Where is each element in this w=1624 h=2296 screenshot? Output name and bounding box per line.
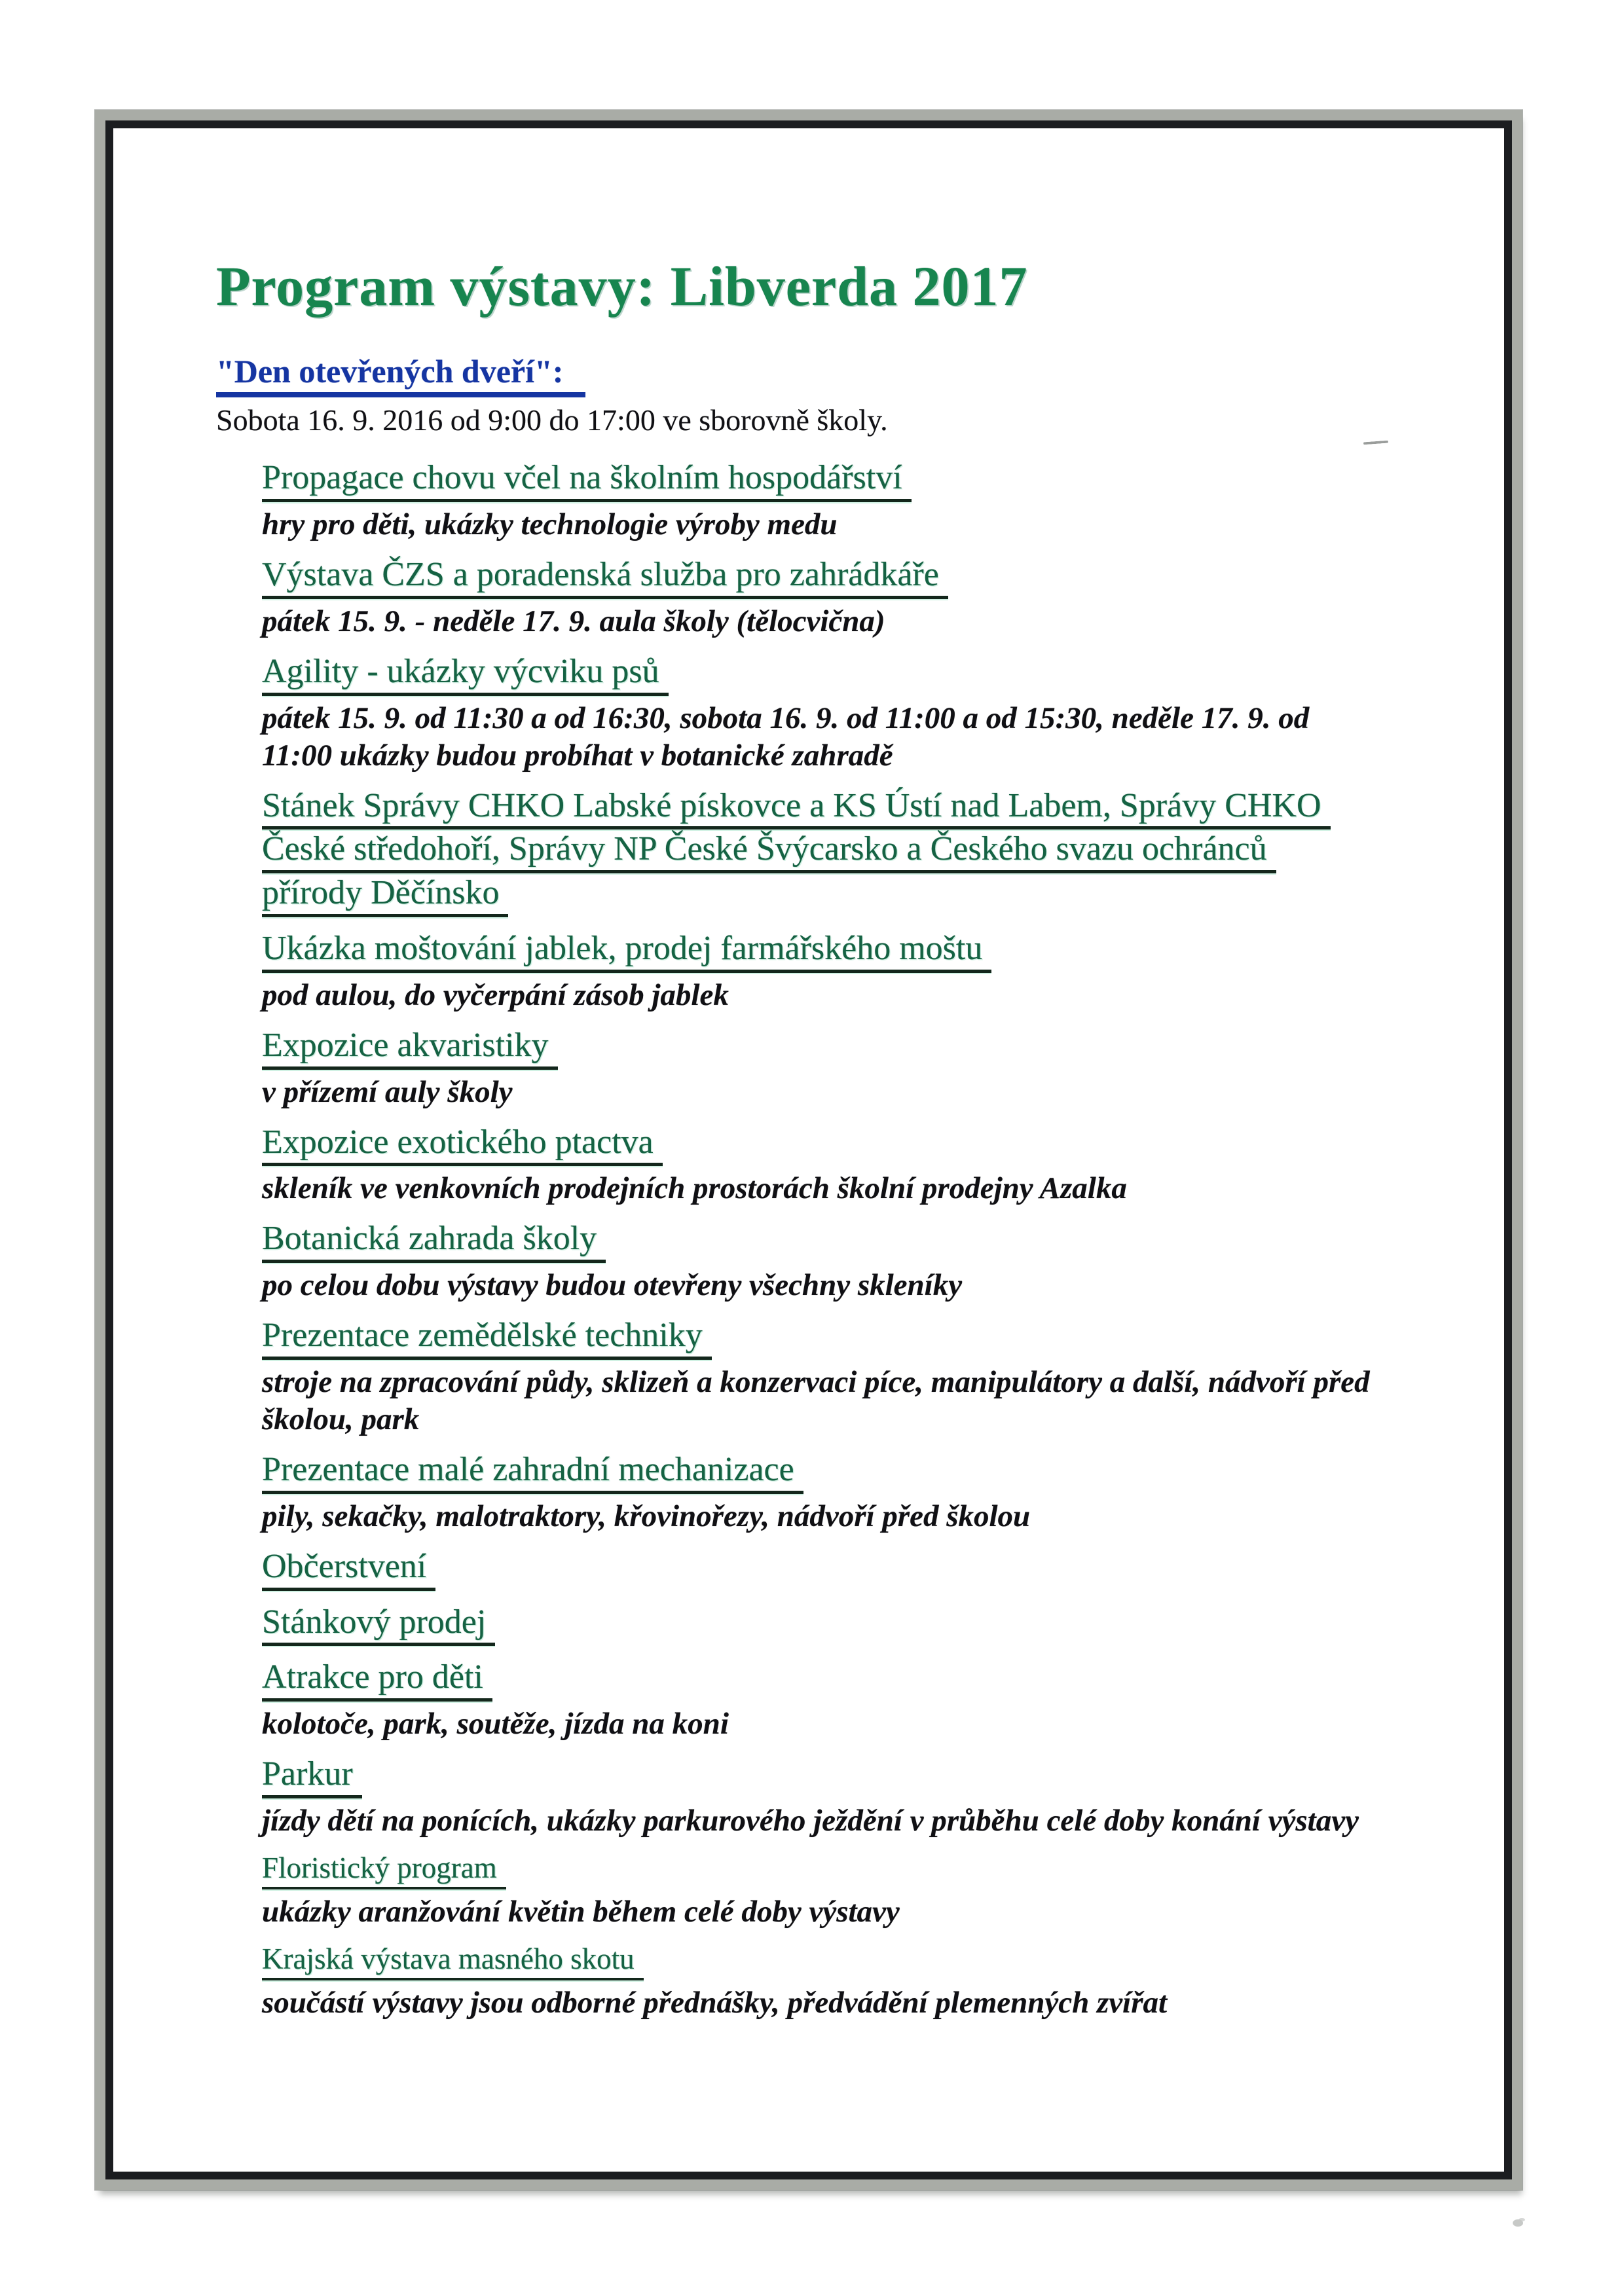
program-item: [262, 1942, 1388, 2022]
program-item: [262, 786, 1388, 917]
program-item-title-text: Prezentace malé zahradní mechanizace: [262, 1450, 803, 1494]
program-item: [262, 1658, 1388, 1743]
program-item-title-text: Propagace chovu včel na školním hospodářství: [262, 458, 912, 502]
program-item-title-text: Stánkový prodej: [262, 1603, 495, 1647]
program-item-title-line: [262, 1851, 1388, 1889]
program-item: [262, 555, 1388, 640]
program-item-title: [262, 1755, 1388, 1798]
program-item-title-line: [262, 458, 1388, 502]
program-item-title-line: [262, 1026, 1388, 1070]
program-item-title-text: přírody Děčínsko: [262, 873, 508, 917]
program-item-title: [262, 1603, 1388, 1647]
program-item-title-text: Expozice exotického ptactva: [262, 1123, 663, 1167]
program-item-description-line: skleník ve venkovních prodejních prostorách školní prodejny Azalka: [262, 1171, 1127, 1206]
program-item-description-line: pod aulou, do vyčerpání zásob jablek: [262, 977, 729, 1012]
program-list: [262, 458, 1388, 2021]
program-item-title-text: Agility - ukázky výcviku psů: [262, 652, 669, 696]
program-item-description: [262, 700, 1388, 774]
program-item-title-line: [262, 929, 1388, 973]
program-item-description: [262, 977, 1388, 1014]
program-item-title-line: [262, 1123, 1388, 1167]
program-item-title: [262, 458, 1388, 502]
program-item-title-line: [262, 1547, 1388, 1591]
program-item-description-line: školou, park: [262, 1402, 420, 1437]
program-item-title: [262, 1123, 1388, 1167]
program-item-description-line: jízdy dětí na ponících, ukázky parkurového ježdění v průběhu celé doby konání výstavy: [262, 1804, 1359, 1838]
event-heading-row: [216, 353, 1388, 397]
program-item-description: [262, 1170, 1388, 1207]
program-item-description: [262, 1893, 1388, 1931]
program-item-title-line: [262, 873, 1388, 917]
document-title: Program výstavy: Libverda 2017: [216, 255, 1028, 318]
program-item-description-line: kolotoče, park, soutěže, jízda na koni: [262, 1707, 729, 1741]
program-item: [262, 1026, 1388, 1111]
program-item-title-line: [262, 786, 1388, 830]
program-item-description: [262, 1984, 1388, 2022]
program-item-title: [262, 1450, 1388, 1494]
program-item-title-text: Prezentace zemědělské techniky: [262, 1316, 712, 1360]
program-item-description: [262, 1364, 1388, 1438]
program-item-description: [262, 603, 1388, 640]
program-item-title: [262, 1547, 1388, 1591]
program-item-title: [262, 1851, 1388, 1889]
open-day-heading: "Den otevřených dveří":: [216, 353, 585, 397]
program-item: [262, 1316, 1388, 1438]
program-item-title: [262, 786, 1388, 917]
document-content: [216, 254, 1388, 2033]
program-item-title-line: [262, 555, 1388, 599]
program-item-title-text: Občerstvení: [262, 1547, 435, 1591]
program-item-title-text: Ukázka moštování jablek, prodej farmářského moštu: [262, 929, 991, 973]
program-item: [262, 652, 1388, 774]
program-item-description-line: součástí výstavy jsou odborné přednášky, předvádění plemenných zvířat: [262, 1985, 1168, 2020]
program-item-description-line: pily, sekačky, malotraktory, křovinořezy, nádvoří před školou: [262, 1499, 1031, 1533]
program-item-title-text: Atrakce pro děti: [262, 1658, 492, 1702]
program-item-title-line: [262, 1603, 1388, 1647]
program-item: [262, 458, 1388, 543]
program-item: [262, 1450, 1388, 1535]
program-item-title: [262, 929, 1388, 973]
program-item-title-text: Výstava ČZS a poradenská služba pro zahrádkáře: [262, 555, 948, 599]
program-item-title-text: Krajská výstava masného skotu: [262, 1942, 644, 1980]
program-item-title-line: [262, 829, 1388, 873]
program-item-description-line: ukázky aranžování květin během celé doby výstavy: [262, 1894, 900, 1929]
program-item-title-text: Botanická zahrada školy: [262, 1219, 606, 1263]
scan-artifact-speck: [1513, 2219, 1523, 2227]
program-item-description: [262, 1074, 1388, 1111]
program-item-description-line: hry pro děti, ukázky technologie výroby medu: [262, 507, 838, 542]
program-item-description-line: stroje na zpracování půdy, sklizeň a konzervaci píce, manipulátory a další, nádvoří před: [262, 1365, 1370, 1400]
program-item-description: [262, 1802, 1388, 1840]
program-item-title-line: [262, 652, 1388, 696]
program-item-description-line: 11:00 ukázky budou probíhat v botanické zahradě: [262, 738, 893, 773]
program-item: [262, 1219, 1388, 1304]
program-item-title-line: [262, 1658, 1388, 1702]
program-item-title-text: Floristický program: [262, 1851, 506, 1889]
program-item-title: [262, 1219, 1388, 1263]
open-day-date: Sobota 16. 9. 2016 od 9:00 do 17:00 ve sborovně školy.: [216, 403, 888, 437]
program-item-title-text: Stánek Správy CHKO Labské pískovce a KS Ústí nad Labem, Správy CHKO: [262, 786, 1331, 830]
program-item: [262, 1547, 1388, 1591]
program-item-title-line: [262, 1316, 1388, 1360]
program-item-title: [262, 652, 1388, 696]
program-item-title: [262, 555, 1388, 599]
program-item-title-line: [262, 1942, 1388, 1980]
program-item-title-text: Parkur: [262, 1755, 362, 1798]
program-item-title-text: Expozice akvaristiky: [262, 1026, 558, 1070]
program-item-description-line: pátek 15. 9. od 11:30 a od 16:30, sobota 16. 9. od 11:00 a od 15:30, neděle 17. 9. od: [262, 701, 1310, 735]
program-item-description-line: pátek 15. 9. - neděle 17. 9. aula školy (tělocvična): [262, 604, 885, 638]
program-item: [262, 929, 1388, 1014]
program-item: [262, 1603, 1388, 1647]
program-item-title-line: [262, 1219, 1388, 1263]
program-item-title: [262, 1316, 1388, 1360]
program-item-title: [262, 1658, 1388, 1702]
program-item-description: [262, 506, 1388, 543]
program-item-title-line: [262, 1755, 1388, 1798]
program-item-description: [262, 1498, 1388, 1535]
program-item: [262, 1755, 1388, 1840]
program-item: [262, 1851, 1388, 1931]
program-item-title-text: České středohoří, Správy NP České Švýcarsko a Českého svazu ochránců: [262, 829, 1276, 873]
program-item-title-line: [262, 1450, 1388, 1494]
program-item-title: [262, 1942, 1388, 1980]
program-item-description: [262, 1267, 1388, 1304]
program-item-title: [262, 1026, 1388, 1070]
program-item-description-line: po celou dobu výstavy budou otevřeny všechny skleníky: [262, 1268, 963, 1303]
program-item-description: [262, 1705, 1388, 1743]
program-item: [262, 1123, 1388, 1208]
program-item-description-line: v přízemí auly školy: [262, 1074, 513, 1109]
